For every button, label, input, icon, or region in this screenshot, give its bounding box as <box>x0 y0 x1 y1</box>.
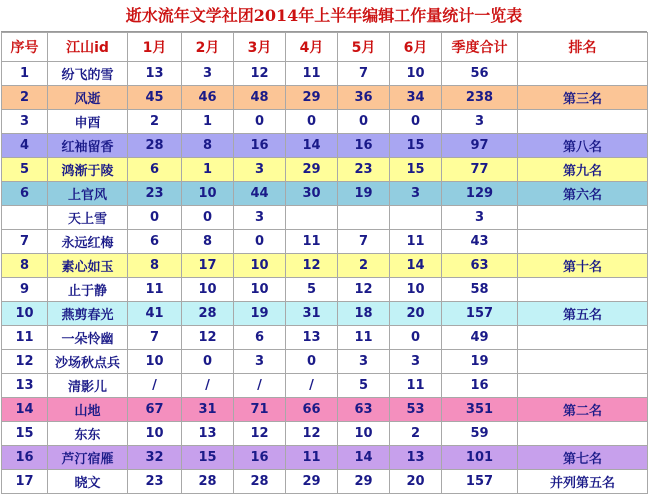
cell-rank: 第九名 <box>518 158 648 182</box>
cell-may: 11 <box>338 326 390 350</box>
cell-mar: 16 <box>234 446 286 470</box>
cell-apr: 14 <box>286 134 338 158</box>
cell-mar: 16 <box>234 134 286 158</box>
cell-jan: 45 <box>128 86 182 110</box>
table-row <box>2 86 648 110</box>
cell-may: 36 <box>338 86 390 110</box>
cell-no: 1 <box>2 62 48 86</box>
table-row <box>2 110 648 134</box>
cell-apr: 0 <box>286 110 338 134</box>
table-title: 逝水流年文学社团2014年上半年编辑工作量统计一览表 <box>1 1 647 32</box>
cell-apr: 0 <box>286 350 338 374</box>
cell-jun: 3 <box>390 182 442 206</box>
cell-jan: 28 <box>128 134 182 158</box>
cell-total: 43 <box>442 230 518 254</box>
cell-jun: 0 <box>390 326 442 350</box>
cell-jan: 8 <box>128 254 182 278</box>
cell-rank: 第十名 <box>518 254 648 278</box>
cell-rank <box>518 422 648 446</box>
cell-id: 天上雪 <box>48 206 128 230</box>
cell-id: 素心如玉 <box>48 254 128 278</box>
cell-jun: 13 <box>390 446 442 470</box>
cell-jan: 7 <box>128 326 182 350</box>
spreadsheet <box>1 1 647 490</box>
cell-total: 3 <box>442 110 518 134</box>
cell-rank: 第五名 <box>518 302 648 326</box>
table-row <box>2 230 648 254</box>
cell-jan: 11 <box>128 278 182 302</box>
cell-total: 49 <box>442 326 518 350</box>
cell-jan: 13 <box>128 62 182 86</box>
cell-id: 申酉 <box>48 110 128 134</box>
table-row <box>2 446 648 470</box>
cell-may: 23 <box>338 158 390 182</box>
cell-apr: 12 <box>286 254 338 278</box>
cell-may: 18 <box>338 302 390 326</box>
cell-apr: 12 <box>286 422 338 446</box>
cell-no: 5 <box>2 158 48 182</box>
cell-jan: 10 <box>128 422 182 446</box>
cell-id: 芦汀宿雁 <box>48 446 128 470</box>
cell-feb: 31 <box>182 398 234 422</box>
cell-may: 3 <box>338 350 390 374</box>
cell-mar: 12 <box>234 62 286 86</box>
cell-id: 纷飞的雪 <box>48 62 128 86</box>
cell-no: 13 <box>2 374 48 398</box>
header-rank: 排名 <box>518 33 648 62</box>
cell-rank <box>518 62 648 86</box>
cell-no: 15 <box>2 422 48 446</box>
cell-no: 17 <box>2 470 48 494</box>
cell-jun: 10 <box>390 278 442 302</box>
cell-rank: 并列第五名 <box>518 470 648 494</box>
cell-feb: 8 <box>182 230 234 254</box>
table-row <box>2 254 648 278</box>
cell-mar: 28 <box>234 470 286 494</box>
cell-feb: 15 <box>182 446 234 470</box>
cell-id: 晓文 <box>48 470 128 494</box>
cell-rank: 第三名 <box>518 86 648 110</box>
cell-jun <box>390 206 442 230</box>
cell-total: 63 <box>442 254 518 278</box>
cell-jun: 34 <box>390 86 442 110</box>
cell-id: 东东 <box>48 422 128 446</box>
cell-id: 红袖留香 <box>48 134 128 158</box>
header-may: 5月 <box>338 33 390 62</box>
cell-apr: 11 <box>286 446 338 470</box>
cell-jan: 10 <box>128 350 182 374</box>
cell-jan: 67 <box>128 398 182 422</box>
table-row <box>2 350 648 374</box>
cell-mar: 3 <box>234 350 286 374</box>
cell-rank <box>518 278 648 302</box>
cell-no: 11 <box>2 326 48 350</box>
cell-mar: 0 <box>234 110 286 134</box>
cell-apr: / <box>286 374 338 398</box>
cell-jan: 6 <box>128 158 182 182</box>
cell-jan: 41 <box>128 302 182 326</box>
cell-id: 沙场秋点兵 <box>48 350 128 374</box>
table-row <box>2 326 648 350</box>
cell-jun: 20 <box>390 302 442 326</box>
cell-id: 风逝 <box>48 86 128 110</box>
cell-apr: 31 <box>286 302 338 326</box>
cell-total: 77 <box>442 158 518 182</box>
table-row <box>2 134 648 158</box>
cell-total: 19 <box>442 350 518 374</box>
cell-no: 4 <box>2 134 48 158</box>
cell-id: 山地 <box>48 398 128 422</box>
cell-mar: 10 <box>234 278 286 302</box>
cell-jan: 23 <box>128 470 182 494</box>
header-apr: 4月 <box>286 33 338 62</box>
cell-no: 9 <box>2 278 48 302</box>
cell-may: 29 <box>338 470 390 494</box>
cell-apr: 30 <box>286 182 338 206</box>
cell-may: 16 <box>338 134 390 158</box>
cell-no: 16 <box>2 446 48 470</box>
cell-jun: 10 <box>390 62 442 86</box>
cell-no <box>2 206 48 230</box>
cell-jan: / <box>128 374 182 398</box>
cell-no: 8 <box>2 254 48 278</box>
cell-total: 101 <box>442 446 518 470</box>
cell-total: 16 <box>442 374 518 398</box>
cell-jan: 6 <box>128 230 182 254</box>
cell-total: 238 <box>442 86 518 110</box>
cell-no: 12 <box>2 350 48 374</box>
cell-no: 10 <box>2 302 48 326</box>
cell-id: 永远红梅 <box>48 230 128 254</box>
cell-mar: 3 <box>234 158 286 182</box>
cell-jun: 11 <box>390 374 442 398</box>
cell-feb: 12 <box>182 326 234 350</box>
cell-may <box>338 206 390 230</box>
cell-apr: 5 <box>286 278 338 302</box>
cell-jun: 14 <box>390 254 442 278</box>
cell-may: 63 <box>338 398 390 422</box>
cell-feb: 0 <box>182 206 234 230</box>
cell-total: 59 <box>442 422 518 446</box>
cell-id: 上官风 <box>48 182 128 206</box>
cell-mar: 71 <box>234 398 286 422</box>
cell-rank: 第二名 <box>518 398 648 422</box>
cell-apr: 66 <box>286 398 338 422</box>
cell-mar: 10 <box>234 254 286 278</box>
cell-may: 19 <box>338 182 390 206</box>
cell-jun: 15 <box>390 158 442 182</box>
cell-jun: 0 <box>390 110 442 134</box>
cell-feb: 28 <box>182 470 234 494</box>
cell-may: 12 <box>338 278 390 302</box>
cell-may: 7 <box>338 62 390 86</box>
header-no: 序号 <box>2 33 48 62</box>
cell-apr <box>286 206 338 230</box>
cell-apr: 29 <box>286 86 338 110</box>
cell-rank <box>518 206 648 230</box>
cell-apr: 13 <box>286 326 338 350</box>
cell-jan: 23 <box>128 182 182 206</box>
table-row <box>2 278 648 302</box>
cell-may: 0 <box>338 110 390 134</box>
cell-rank <box>518 230 648 254</box>
cell-rank: 第八名 <box>518 134 648 158</box>
cell-feb: 1 <box>182 110 234 134</box>
cell-rank <box>518 326 648 350</box>
cell-apr: 29 <box>286 470 338 494</box>
cell-id: 止于静 <box>48 278 128 302</box>
cell-total: 58 <box>442 278 518 302</box>
cell-may: 14 <box>338 446 390 470</box>
header-mar: 3月 <box>234 33 286 62</box>
header-total: 季度合计 <box>442 33 518 62</box>
cell-rank: 第七名 <box>518 446 648 470</box>
cell-feb: 10 <box>182 278 234 302</box>
cell-jan: 32 <box>128 446 182 470</box>
table-row <box>2 182 648 206</box>
table-row <box>2 422 648 446</box>
cell-rank <box>518 110 648 134</box>
table-row <box>2 62 648 86</box>
cell-rank <box>518 374 648 398</box>
cell-mar: 48 <box>234 86 286 110</box>
cell-id: 燕剪春光 <box>48 302 128 326</box>
cell-mar: 19 <box>234 302 286 326</box>
cell-total: 157 <box>442 470 518 494</box>
cell-feb: 17 <box>182 254 234 278</box>
cell-total: 56 <box>442 62 518 86</box>
cell-mar: 3 <box>234 206 286 230</box>
cell-total: 97 <box>442 134 518 158</box>
cell-total: 351 <box>442 398 518 422</box>
cell-may: 5 <box>338 374 390 398</box>
cell-no: 3 <box>2 110 48 134</box>
cell-no: 7 <box>2 230 48 254</box>
cell-mar: 0 <box>234 230 286 254</box>
table-row <box>2 398 648 422</box>
cell-feb: 3 <box>182 62 234 86</box>
cell-may: 7 <box>338 230 390 254</box>
table-row <box>2 302 648 326</box>
table-body <box>2 62 648 494</box>
cell-jan: 2 <box>128 110 182 134</box>
table-row <box>2 158 648 182</box>
cell-total: 3 <box>442 206 518 230</box>
cell-feb: 28 <box>182 302 234 326</box>
cell-id: 鸿渐于陵 <box>48 158 128 182</box>
cell-id: 一朵怜幽 <box>48 326 128 350</box>
cell-feb: 13 <box>182 422 234 446</box>
cell-apr: 11 <box>286 62 338 86</box>
cell-mar: / <box>234 374 286 398</box>
cell-feb: 8 <box>182 134 234 158</box>
cell-mar: 12 <box>234 422 286 446</box>
header-feb: 2月 <box>182 33 234 62</box>
cell-total: 157 <box>442 302 518 326</box>
table-row <box>2 374 648 398</box>
cell-jun: 53 <box>390 398 442 422</box>
cell-rank: 第六名 <box>518 182 648 206</box>
cell-jun: 20 <box>390 470 442 494</box>
cell-no: 2 <box>2 86 48 110</box>
cell-rank <box>518 350 648 374</box>
cell-feb: 46 <box>182 86 234 110</box>
header-jun: 6月 <box>390 33 442 62</box>
cell-id: 清影儿 <box>48 374 128 398</box>
cell-no: 14 <box>2 398 48 422</box>
cell-jun: 3 <box>390 350 442 374</box>
header-row <box>2 33 648 62</box>
cell-jun: 2 <box>390 422 442 446</box>
workload-table <box>1 32 648 494</box>
table-row <box>2 206 648 230</box>
cell-feb: 10 <box>182 182 234 206</box>
cell-may: 2 <box>338 254 390 278</box>
cell-jun: 11 <box>390 230 442 254</box>
cell-feb: / <box>182 374 234 398</box>
cell-jan: 0 <box>128 206 182 230</box>
cell-no: 6 <box>2 182 48 206</box>
cell-jun: 15 <box>390 134 442 158</box>
cell-feb: 0 <box>182 350 234 374</box>
header-id: 江山id <box>48 33 128 62</box>
cell-feb: 1 <box>182 158 234 182</box>
cell-mar: 6 <box>234 326 286 350</box>
cell-mar: 44 <box>234 182 286 206</box>
cell-apr: 29 <box>286 158 338 182</box>
header-jan: 1月 <box>128 33 182 62</box>
cell-may: 10 <box>338 422 390 446</box>
cell-apr: 11 <box>286 230 338 254</box>
cell-total: 129 <box>442 182 518 206</box>
